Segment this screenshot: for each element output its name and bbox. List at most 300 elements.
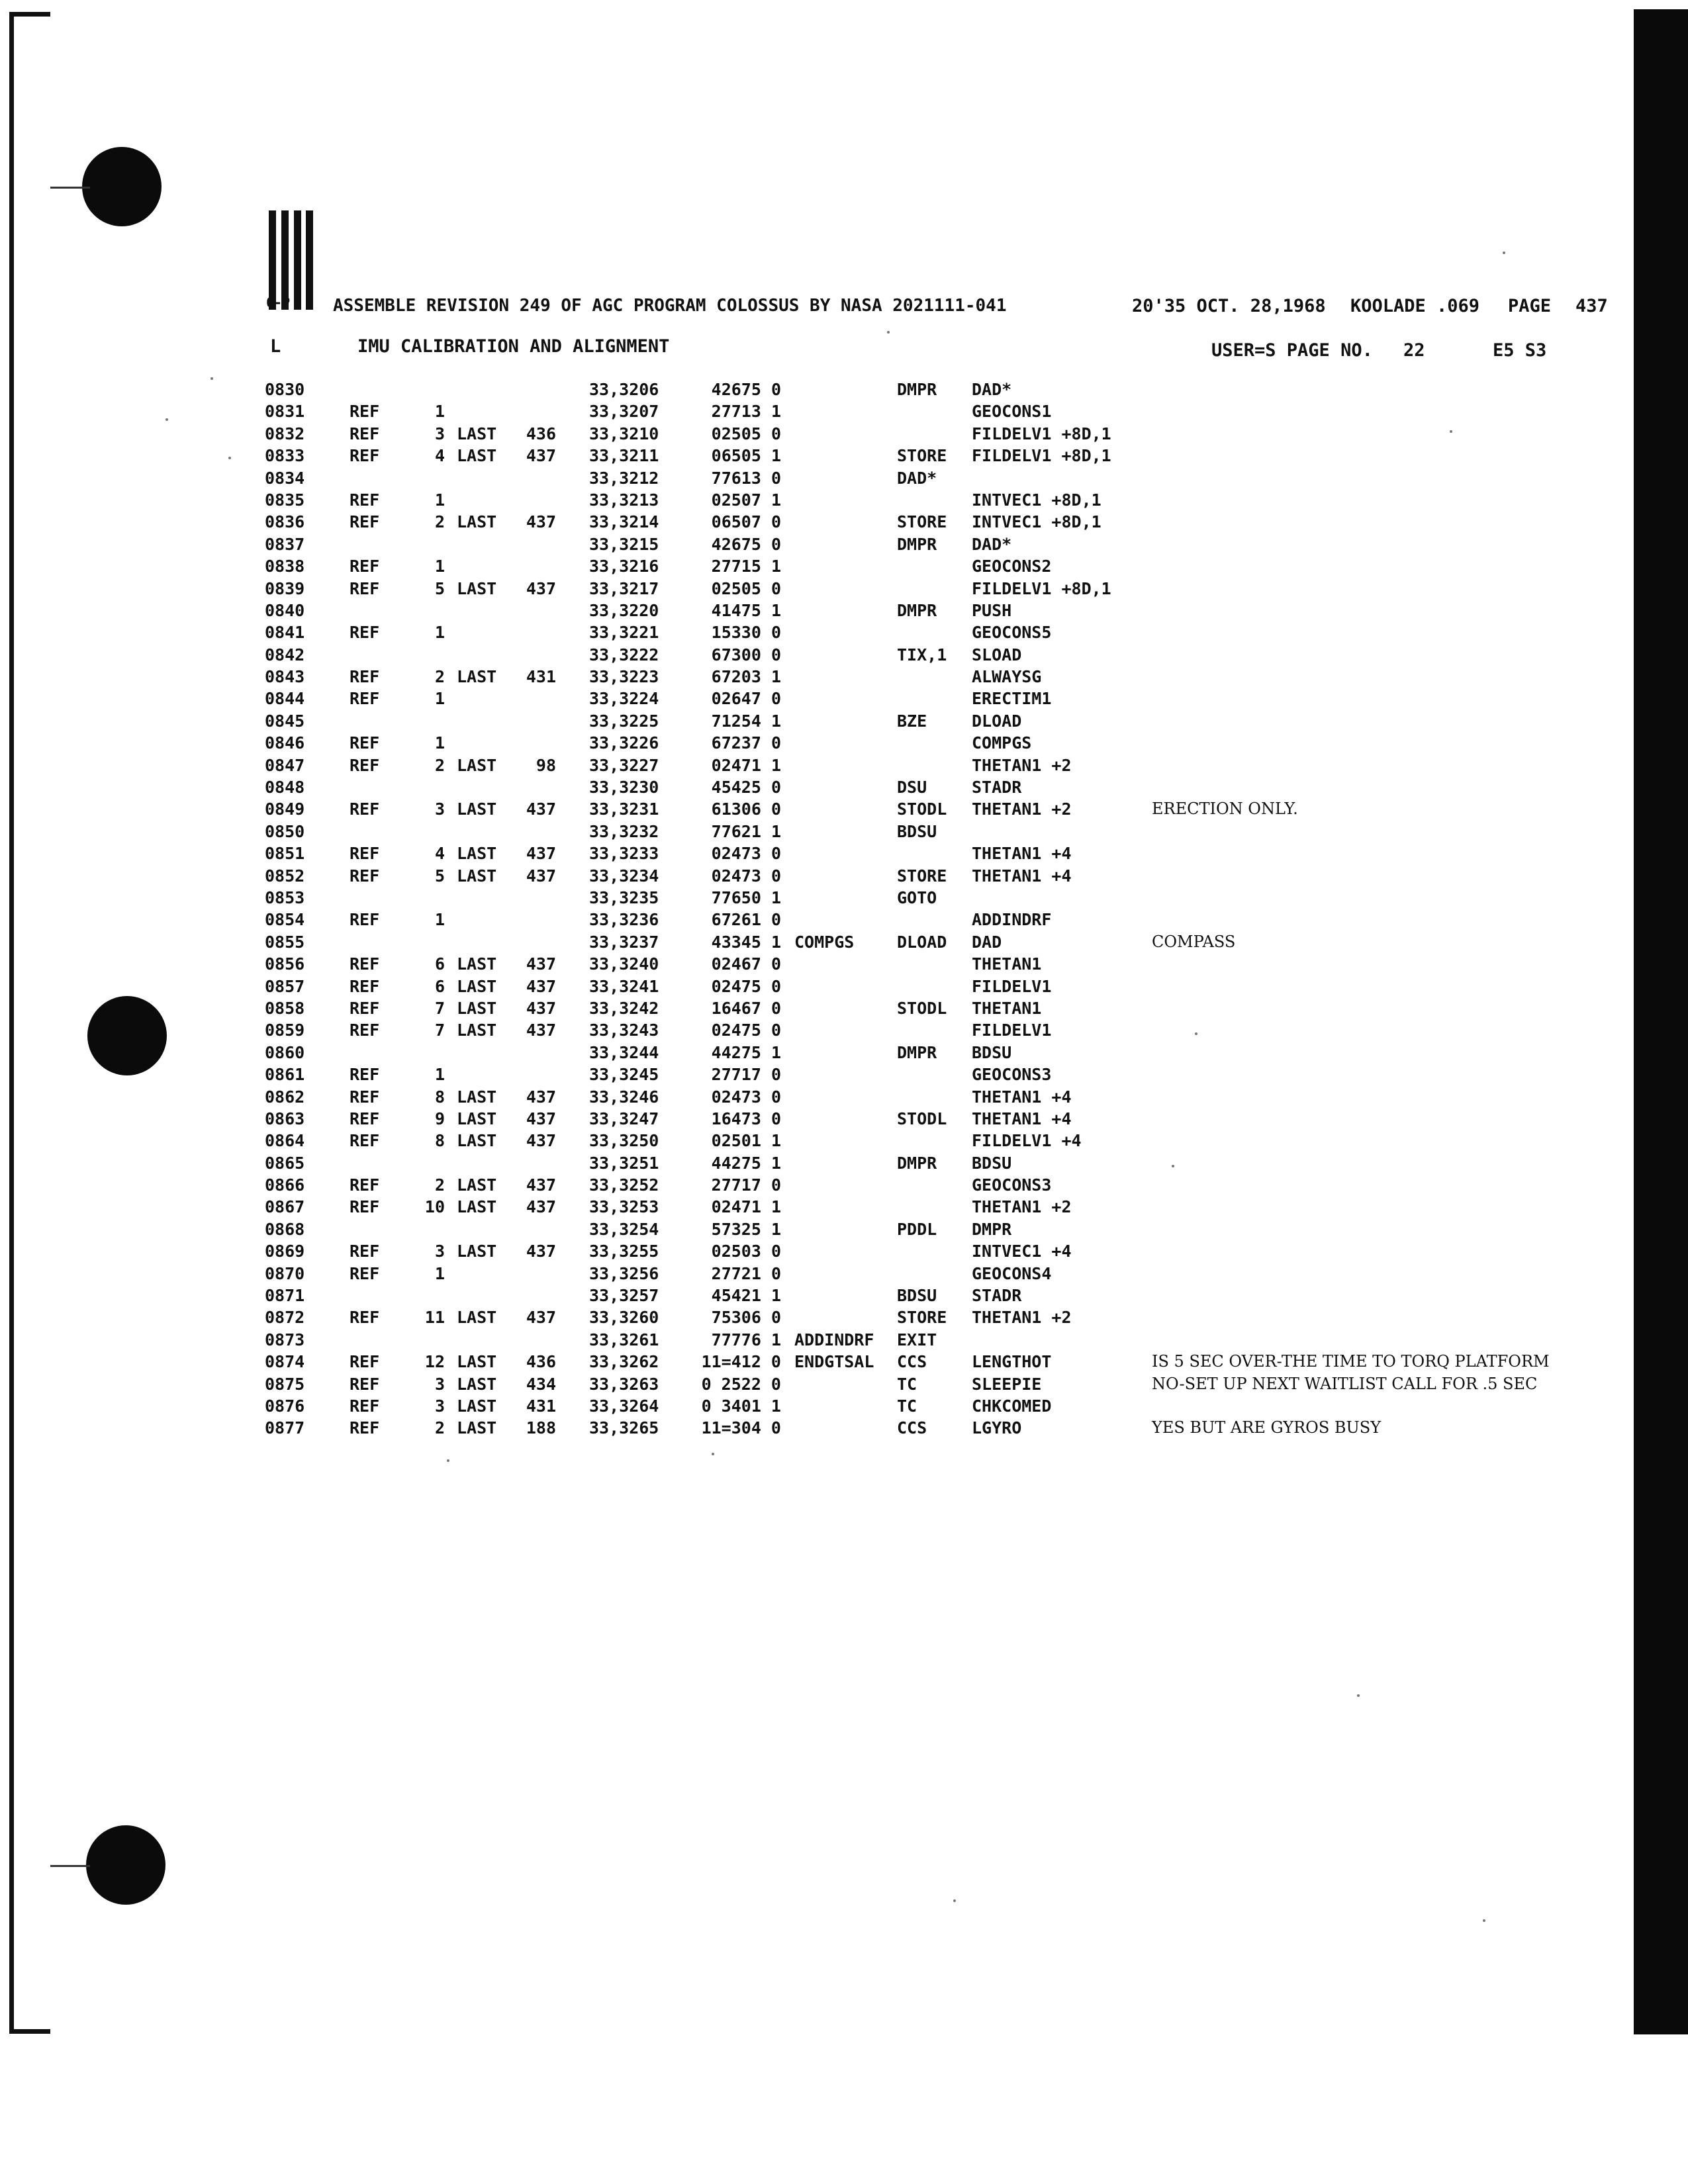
address: 33,3245: [589, 1065, 659, 1085]
punch-hole-bottom: [86, 1825, 165, 1905]
assembly-listing: [265, 380, 1602, 1441]
address: 33,3223: [589, 667, 659, 687]
operand: THETAN1: [972, 954, 1042, 974]
octal-word: 42675 0: [711, 534, 781, 554]
line-number: 0858: [265, 998, 305, 1018]
address: 33,3240: [589, 954, 659, 974]
punch-hole-mark: [50, 1865, 90, 1867]
ref-count: 8: [434, 1087, 445, 1107]
paper-speck: [447, 1459, 449, 1462]
line-number: 0835: [265, 490, 305, 510]
ref-count: 3: [434, 1396, 445, 1416]
listing-row: [265, 1220, 1602, 1242]
ref-marker: REF: [350, 844, 380, 864]
paper-speck: [1483, 1919, 1485, 1922]
opcode: EXIT: [897, 1330, 937, 1349]
last-marker: LAST: [457, 1109, 497, 1128]
octal-word: 02471 1: [711, 755, 781, 775]
last-page: 437: [526, 446, 556, 466]
line-number: 0842: [265, 645, 305, 664]
octal-word: 77776 1: [711, 1330, 781, 1349]
octal-word: 27715 1: [711, 557, 781, 576]
ref-marker: REF: [350, 1308, 380, 1328]
punch-hole-mark: [50, 187, 90, 189]
operand: ERECTIM1: [972, 689, 1052, 709]
octal-word: 02503 0: [711, 1242, 781, 1261]
line-number: 0859: [265, 1021, 305, 1040]
octal-word: 06507 0: [711, 512, 781, 532]
paper-speck: [165, 418, 168, 421]
page-label: PAGE: [1508, 296, 1552, 316]
line-number: 0853: [265, 887, 305, 907]
line-number: 0861: [265, 1065, 305, 1085]
listing-row: [265, 1308, 1602, 1330]
operand: GEOCONS3: [972, 1065, 1052, 1085]
last-page: 98: [536, 755, 556, 775]
operand: THETAN1 +4: [972, 866, 1072, 886]
ref-count: 3: [434, 1374, 445, 1394]
last-page: 188: [526, 1418, 556, 1438]
line-number: 0869: [265, 1242, 305, 1261]
line-number: 0841: [265, 623, 305, 643]
opcode: GOTO: [897, 887, 937, 907]
listing-row: [265, 1131, 1602, 1153]
ref-count: 1: [434, 689, 445, 709]
ref-marker: REF: [350, 490, 380, 510]
address: 33,3247: [589, 1109, 659, 1128]
listing-row: [265, 469, 1602, 490]
line-number: 0843: [265, 667, 305, 687]
address: 33,3255: [589, 1242, 659, 1261]
address: 33,3227: [589, 755, 659, 775]
ref-marker: REF: [350, 799, 380, 819]
line-number: 0848: [265, 778, 305, 797]
page-mark: 6-P: [266, 295, 291, 310]
listing-row: [265, 1065, 1602, 1087]
octal-word: 75306 0: [711, 1308, 781, 1328]
code-label: ENDGTSAL: [794, 1352, 874, 1372]
line-number: 0867: [265, 1197, 305, 1217]
address: 33,3262: [589, 1352, 659, 1372]
paper-speck: [887, 331, 890, 334]
address: 33,3212: [589, 468, 659, 488]
page-number: 437: [1575, 296, 1608, 316]
line-number: 0852: [265, 866, 305, 886]
line-number: 0863: [265, 1109, 305, 1128]
opcode: STORE: [897, 1308, 947, 1328]
address: 33,3215: [589, 534, 659, 554]
ref-marker: REF: [350, 998, 380, 1018]
line-number: 0868: [265, 1219, 305, 1239]
address: 33,3221: [589, 623, 659, 643]
punch-hole-middle: [87, 996, 167, 1075]
ref-marker: REF: [350, 1242, 380, 1261]
last-marker: LAST: [457, 578, 497, 598]
paper-speck: [1503, 251, 1505, 254]
page-right-edge: [1634, 9, 1688, 2034]
operand: FILDELV1 +8D,1: [972, 446, 1111, 466]
ref-count: 4: [434, 844, 445, 864]
operand: DLOAD: [972, 711, 1022, 731]
ref-count: 4: [434, 446, 445, 466]
operand: DAD*: [972, 534, 1012, 554]
address: 33,3233: [589, 844, 659, 864]
listing-row: [265, 1109, 1602, 1131]
listing-row: [265, 866, 1602, 888]
operand: FILDELV1 +4: [972, 1131, 1082, 1151]
octal-word: 57325 1: [711, 1219, 781, 1239]
ref-count: 2: [434, 1175, 445, 1195]
opcode: BDSU: [897, 1286, 937, 1306]
line-number: 0872: [265, 1308, 305, 1328]
listing-row: [265, 822, 1602, 844]
last-marker: LAST: [457, 1308, 497, 1328]
ref-marker: REF: [350, 1197, 380, 1217]
octal-word: 02473 0: [711, 1087, 781, 1107]
line-number: 0855: [265, 932, 305, 952]
line-number: 0877: [265, 1418, 305, 1438]
operand: FILDELV1 +8D,1: [972, 578, 1111, 598]
line-number: 0860: [265, 1042, 305, 1062]
octal-word: 11=412 0: [701, 1352, 781, 1372]
ref-marker: REF: [350, 866, 380, 886]
ref-marker: REF: [350, 402, 380, 422]
listing-row: [265, 424, 1602, 446]
operand: BDSU: [972, 1042, 1012, 1062]
opcode: DSU: [897, 778, 927, 797]
listing-row: [265, 1330, 1602, 1352]
address: 33,3225: [589, 711, 659, 731]
address: 33,3244: [589, 1042, 659, 1062]
opcode: STODL: [897, 799, 947, 819]
line-number: 0831: [265, 402, 305, 422]
ref-marker: REF: [350, 623, 380, 643]
listing-row: [265, 844, 1602, 866]
listing-row: [265, 667, 1602, 689]
octal-word: 45425 0: [711, 778, 781, 797]
address: 33,3214: [589, 512, 659, 532]
code-label: ADDINDRF: [794, 1330, 874, 1349]
line-number: 0864: [265, 1131, 305, 1151]
operand: SLEEPIE: [972, 1374, 1042, 1394]
last-marker: LAST: [457, 755, 497, 775]
operand: DMPR: [972, 1219, 1012, 1239]
octal-word: 0 2522 0: [701, 1374, 781, 1394]
operand: GEOCONS1: [972, 402, 1052, 422]
ref-marker: REF: [350, 1263, 380, 1283]
operand: DAD: [972, 932, 1002, 952]
opcode: DLOAD: [897, 932, 947, 952]
line-number: 0873: [265, 1330, 305, 1349]
address: 33,3254: [589, 1219, 659, 1239]
ref-count: 1: [434, 733, 445, 753]
paper-speck: [1357, 1694, 1360, 1697]
last-marker: LAST: [457, 1396, 497, 1416]
last-marker: LAST: [457, 1352, 497, 1372]
octal-word: 27721 0: [711, 1263, 781, 1283]
last-page: 437: [526, 512, 556, 532]
opcode: TIX,1: [897, 645, 947, 664]
listing-row: [265, 999, 1602, 1021]
last-marker: LAST: [457, 866, 497, 886]
address: 33,3207: [589, 402, 659, 422]
address: 33,3213: [589, 490, 659, 510]
ref-count: 1: [434, 623, 445, 643]
paper-speck: [1450, 430, 1452, 433]
operand: CHKCOMED: [972, 1396, 1052, 1416]
octal-word: 27717 0: [711, 1065, 781, 1085]
listing-row: [265, 910, 1602, 932]
address: 33,3257: [589, 1286, 659, 1306]
operand: LENGTHOT: [972, 1352, 1052, 1372]
last-marker: LAST: [457, 998, 497, 1018]
octal-word: 43345 1: [711, 932, 781, 952]
ref-marker: REF: [350, 578, 380, 598]
address: 33,3243: [589, 1021, 659, 1040]
address: 33,3263: [589, 1374, 659, 1394]
timestamp: 20'35 OCT. 28,1968: [1132, 296, 1326, 316]
opcode: DMPR: [897, 380, 937, 399]
opcode: BZE: [897, 711, 927, 731]
operand: THETAN1 +4: [972, 1087, 1072, 1107]
last-page: 437: [526, 976, 556, 996]
listing-row: [265, 1087, 1602, 1109]
listing-row: [265, 1396, 1602, 1418]
opcode: STODL: [897, 998, 947, 1018]
octal-word: 77650 1: [711, 887, 781, 907]
octal-word: 67261 0: [711, 910, 781, 930]
listing-row: [265, 535, 1602, 557]
paper-speck: [953, 1899, 956, 1902]
listing-row: [265, 1154, 1602, 1175]
line-number: 0874: [265, 1352, 305, 1372]
last-page: 437: [526, 1308, 556, 1328]
ref-count: 8: [434, 1131, 445, 1151]
address: 33,3220: [589, 600, 659, 620]
last-page: 437: [526, 578, 556, 598]
listing-row: [265, 1375, 1602, 1396]
address: 33,3256: [589, 1263, 659, 1283]
address: 33,3260: [589, 1308, 659, 1328]
comment: IS 5 SEC OVER-THE TIME TO TORQ PLATFORM: [1152, 1352, 1550, 1371]
ref-marker: REF: [350, 557, 380, 576]
ref-count: 2: [434, 1418, 445, 1438]
last-marker: LAST: [457, 667, 497, 687]
opcode: STORE: [897, 446, 947, 466]
octal-word: 02473 0: [711, 844, 781, 864]
ref-marker: REF: [350, 954, 380, 974]
ref-marker: REF: [350, 733, 380, 753]
octal-word: 67203 1: [711, 667, 781, 687]
page-left-edge: [9, 12, 50, 2034]
punch-hole-top: [82, 147, 162, 226]
ref-count: 3: [434, 799, 445, 819]
operand: THETAN1 +4: [972, 1109, 1072, 1128]
octal-word: 02471 1: [711, 1197, 781, 1217]
address: 33,3224: [589, 689, 659, 709]
address: 33,3253: [589, 1197, 659, 1217]
line-number: 0830: [265, 380, 305, 399]
line-number: 0838: [265, 557, 305, 576]
ref-marker: REF: [350, 1109, 380, 1128]
opcode: TC: [897, 1374, 917, 1394]
listing-row: [265, 1175, 1602, 1197]
address: 33,3242: [589, 998, 659, 1018]
operand: FILDELV1: [972, 976, 1052, 996]
address: 33,3264: [589, 1396, 659, 1416]
last-page: 437: [526, 1109, 556, 1128]
opcode: DMPR: [897, 1153, 937, 1173]
opcode: STORE: [897, 512, 947, 532]
listing-row: [265, 557, 1602, 578]
last-marker: LAST: [457, 512, 497, 532]
line-number: 0846: [265, 733, 305, 753]
listing-row: [265, 1286, 1602, 1308]
listing-row: [265, 733, 1602, 755]
last-marker: LAST: [457, 424, 497, 443]
operand: GEOCONS3: [972, 1175, 1052, 1195]
last-marker: LAST: [457, 844, 497, 864]
comment: ERECTION ONLY.: [1152, 799, 1298, 819]
opcode: DMPR: [897, 534, 937, 554]
ref-marker: REF: [350, 1352, 380, 1372]
user-name: KOOLADE .069: [1350, 296, 1480, 316]
paper-speck: [228, 457, 231, 459]
ref-marker: REF: [350, 1021, 380, 1040]
opcode: STODL: [897, 1109, 947, 1128]
ref-count: 1: [434, 1065, 445, 1085]
listing-row: [265, 446, 1602, 468]
ref-count: 7: [434, 998, 445, 1018]
line-number: 0856: [265, 954, 305, 974]
ref-count: 2: [434, 667, 445, 687]
operand: INTVEC1 +8D,1: [972, 512, 1102, 532]
listing-row: [265, 601, 1602, 623]
ref-marker: REF: [350, 976, 380, 996]
users-page-label: USER=S PAGE NO.: [1211, 340, 1373, 361]
last-marker: LAST: [457, 446, 497, 466]
address: 33,3241: [589, 976, 659, 996]
line-number: 0854: [265, 910, 305, 930]
line-number: 0837: [265, 534, 305, 554]
line-number: 0862: [265, 1087, 305, 1107]
address: 33,3252: [589, 1175, 659, 1195]
operand: PUSH: [972, 600, 1012, 620]
address: 33,3226: [589, 733, 659, 753]
last-marker: LAST: [457, 1175, 497, 1195]
listing-row: [265, 512, 1602, 534]
octal-word: 02647 0: [711, 689, 781, 709]
ref-marker: REF: [350, 910, 380, 930]
listing-row: [265, 1352, 1602, 1374]
ref-count: 6: [434, 954, 445, 974]
octal-word: 41475 1: [711, 600, 781, 620]
operand: ALWAYSG: [972, 667, 1042, 687]
ref-marker: REF: [350, 667, 380, 687]
operand: FILDELV1 +8D,1: [972, 424, 1111, 443]
line-number: 0866: [265, 1175, 305, 1195]
operand: GEOCONS4: [972, 1263, 1052, 1283]
last-page: 437: [526, 866, 556, 886]
address: 33,3265: [589, 1418, 659, 1438]
listing-row: [265, 490, 1602, 512]
ref-marker: REF: [350, 424, 380, 443]
last-marker: LAST: [457, 1418, 497, 1438]
octal-word: 02475 0: [711, 1021, 781, 1040]
ref-count: 10: [424, 1197, 445, 1217]
listing-row: [265, 711, 1602, 733]
comment: NO-SET UP NEXT WAITLIST CALL FOR .5 SEC: [1152, 1374, 1538, 1393]
address: 33,3236: [589, 910, 659, 930]
last-page: 434: [526, 1374, 556, 1394]
line-number: 0836: [265, 512, 305, 532]
operand: BDSU: [972, 1153, 1012, 1173]
line-number: 0849: [265, 799, 305, 819]
line-number: 0871: [265, 1286, 305, 1306]
listing-row: [265, 1242, 1602, 1263]
ref-marker: REF: [350, 446, 380, 466]
section-letter: L: [270, 336, 281, 357]
operand: THETAN1 +2: [972, 1308, 1072, 1328]
line-number: 0840: [265, 600, 305, 620]
address: 33,3216: [589, 557, 659, 576]
address: 33,3237: [589, 932, 659, 952]
listing-row: [265, 579, 1602, 601]
operand: THETAN1 +4: [972, 844, 1072, 864]
ref-marker: REF: [350, 1087, 380, 1107]
last-marker: LAST: [457, 1087, 497, 1107]
last-page: 437: [526, 1021, 556, 1040]
opcode: STORE: [897, 866, 947, 886]
ref-marker: REF: [350, 1396, 380, 1416]
address: 33,3230: [589, 778, 659, 797]
octal-word: 06505 1: [711, 446, 781, 466]
assemble-title: ASSEMBLE REVISION 249 OF AGC PROGRAM COLOSSUS BY NASA 2021111-041: [333, 296, 1007, 316]
ref-count: 6: [434, 976, 445, 996]
ref-count: 2: [434, 512, 445, 532]
paper-speck: [1172, 1165, 1174, 1167]
address: 33,3232: [589, 821, 659, 841]
octal-word: 71254 1: [711, 711, 781, 731]
operand: FILDELV1: [972, 1021, 1052, 1040]
opcode: BDSU: [897, 821, 937, 841]
last-marker: LAST: [457, 1197, 497, 1217]
ref-marker: REF: [350, 512, 380, 532]
listing-row: [265, 799, 1602, 821]
listing-row: [265, 623, 1602, 645]
octal-word: 15330 0: [711, 623, 781, 643]
line-number: 0832: [265, 424, 305, 443]
opcode: DMPR: [897, 600, 937, 620]
octal-word: 02473 0: [711, 866, 781, 886]
address: 33,3261: [589, 1330, 659, 1349]
operand: DAD*: [972, 380, 1012, 399]
listing-row: [265, 977, 1602, 999]
last-page: 437: [526, 1175, 556, 1195]
ref-count: 3: [434, 1242, 445, 1261]
comment: YES BUT ARE GYROS BUSY: [1152, 1418, 1382, 1437]
last-page: 431: [526, 667, 556, 687]
operand: COMPGS: [972, 733, 1032, 753]
last-marker: LAST: [457, 976, 497, 996]
line-number: 0875: [265, 1374, 305, 1394]
operand: STADR: [972, 1286, 1022, 1306]
listing-row: [265, 778, 1602, 799]
line-number: 0833: [265, 446, 305, 466]
address: 33,3234: [589, 866, 659, 886]
line-number: 0876: [265, 1396, 305, 1416]
sheet-code: E5 S3: [1493, 340, 1547, 361]
